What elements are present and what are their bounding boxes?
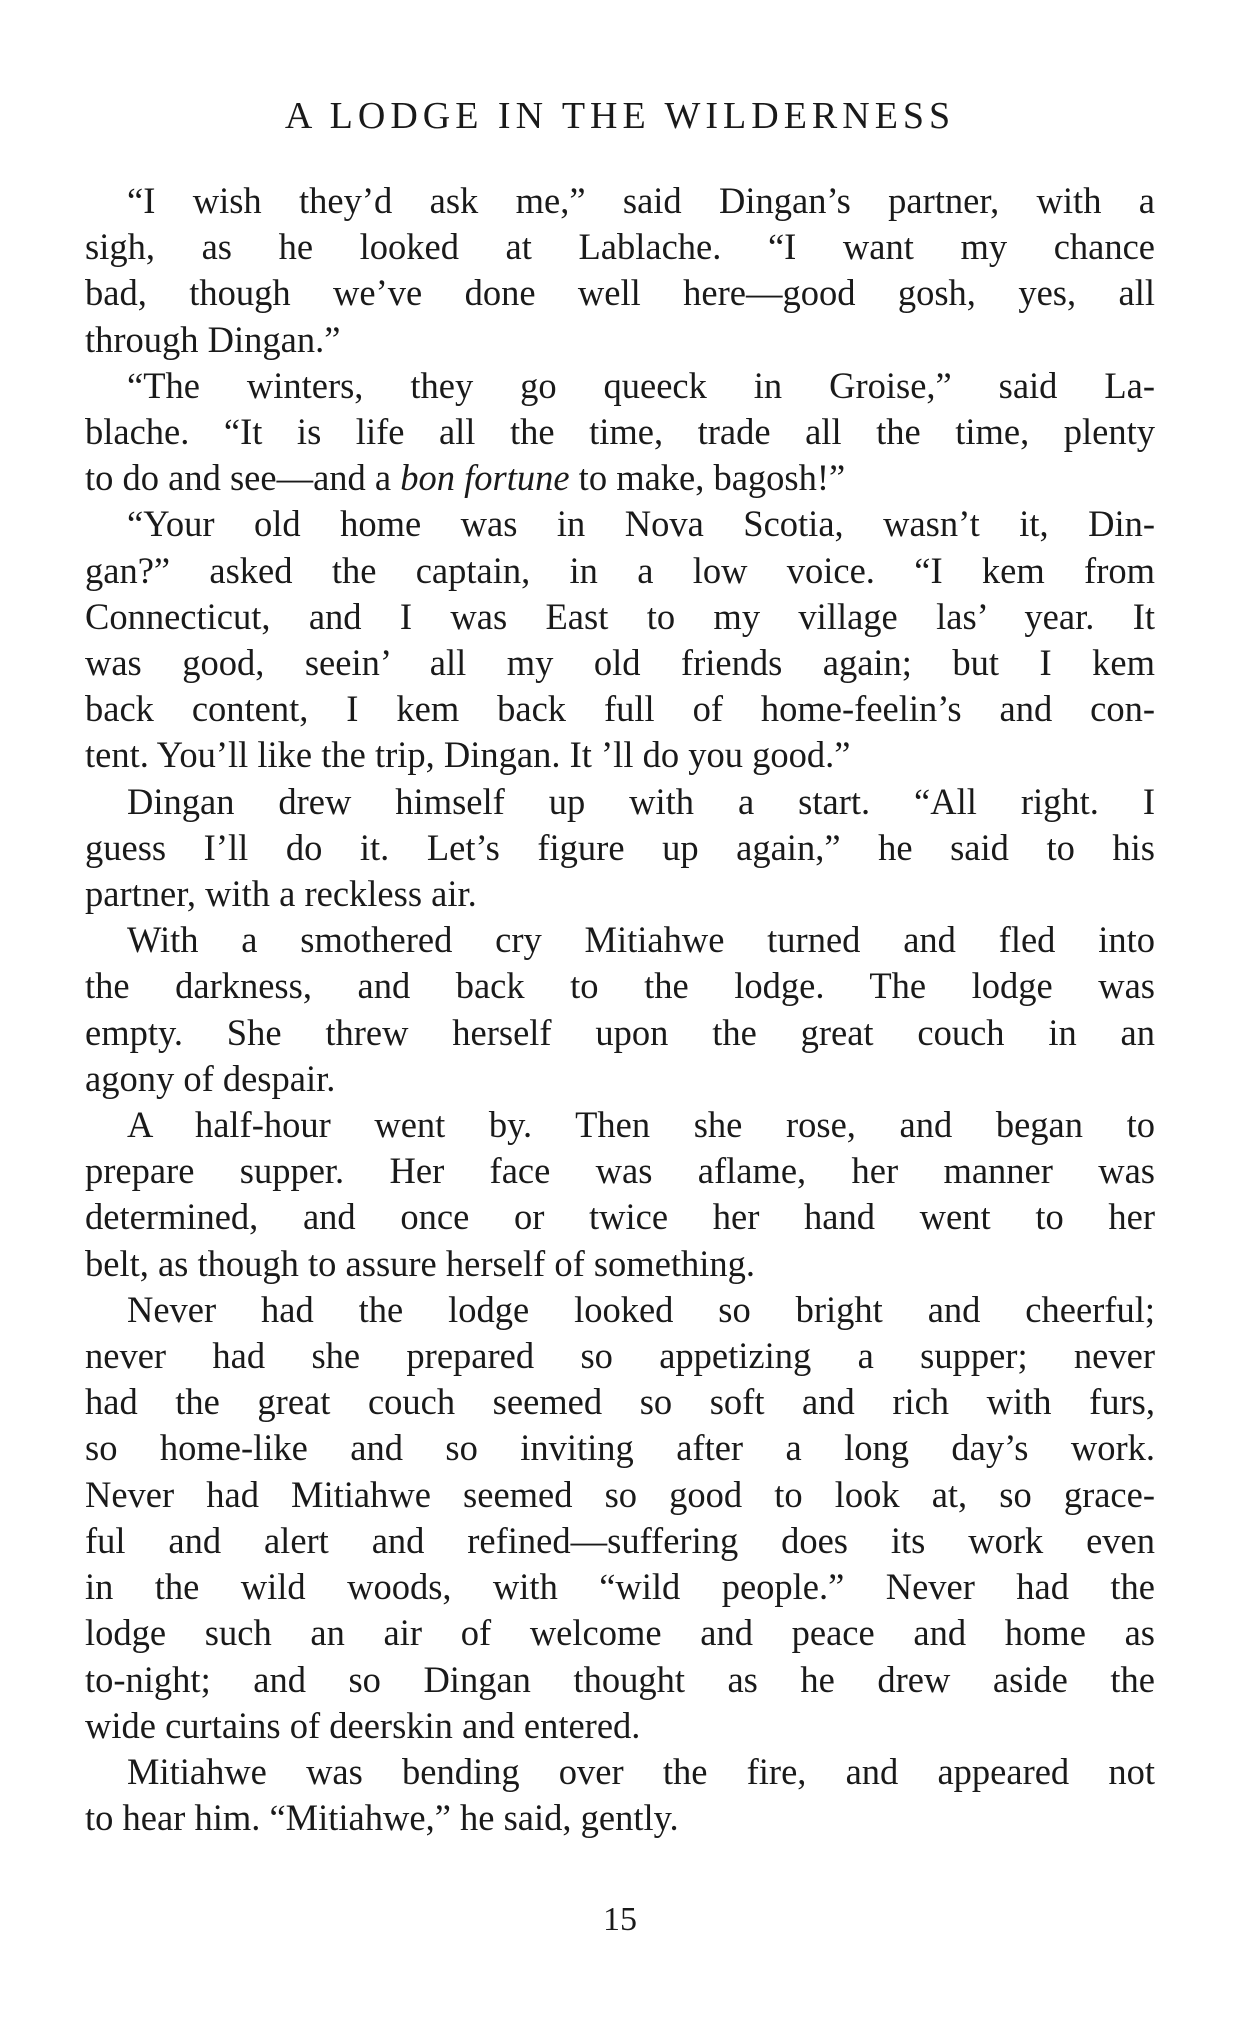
text-line: never had she prepared so appetizing a supper; never: [85, 1335, 1155, 1377]
text-run: to make, bagosh!”: [569, 457, 846, 499]
text-line: agony of despair.: [85, 1057, 336, 1099]
paragraph-6: [85, 1102, 1155, 1287]
text-line: so home-like and so inviting after a long day’s work.: [85, 1427, 1155, 1469]
text-line: bad, though we’ve done well here—good gosh, yes, all: [85, 272, 1155, 314]
paragraph-5: [85, 917, 1155, 1102]
running-head: A LODGE IN THE WILDERNESS: [284, 95, 956, 137]
text-line: to-night; and so Dingan thought as he drew aside the: [85, 1658, 1155, 1700]
body-text: [85, 178, 1155, 1841]
paragraph-1: [85, 178, 1155, 363]
text-line: blache. “It is life all the time, trade all the time, plenty: [85, 411, 1155, 453]
text-line: lodge such an air of welcome and peace and home as: [85, 1612, 1155, 1654]
text-line: through Dingan.”: [85, 318, 341, 360]
text-line: wide curtains of deerskin and entered.: [85, 1704, 641, 1746]
page-number: 15: [603, 1901, 637, 1938]
paragraph-7: [85, 1287, 1155, 1749]
text-line: With a smothered cry Mitiahwe turned and fled into: [127, 919, 1155, 961]
text-line: Mitiahwe was bending over the fire, and appeared not: [127, 1750, 1155, 1792]
text-line: to hear him. “Mitiahwe,” he said, gently.: [85, 1797, 679, 1839]
text-line: was good, seein’ all my old friends again; but I kem: [85, 642, 1155, 684]
paragraph-3: [85, 501, 1155, 778]
text-line: determined, and once or twice her hand went to her: [85, 1196, 1155, 1238]
text-line: Connecticut, and I was East to my village las’ year. It: [85, 595, 1155, 637]
italic-phrase: bon fortune: [400, 457, 570, 499]
text-line: in the wild woods, with “wild people.” Never had the: [85, 1566, 1155, 1608]
text-line: Dingan drew himself up with a start. “All right. I: [127, 780, 1155, 822]
text-line: the darkness, and back to the lodge. The lodge was: [85, 965, 1155, 1007]
text-line: “Your old home was in Nova Scotia, wasn’t it, Din-: [127, 503, 1155, 545]
text-line: prepare supper. Her face was aflame, her manner was: [85, 1150, 1155, 1192]
text-line: A half-hour went by. Then she rose, and began to: [127, 1104, 1155, 1146]
text-line: Never had the lodge looked so bright and cheerful;: [127, 1288, 1155, 1330]
paragraph-8: [85, 1749, 1155, 1841]
text-line: gan?” asked the captain, in a low voice. “I kem from: [85, 549, 1155, 591]
text-run: to do and see—and a: [85, 457, 401, 499]
text-line: partner, with a reckless air.: [85, 873, 477, 915]
text-line: tent. You’ll like the trip, Dingan. It ’ll do you good.”: [85, 734, 851, 776]
text-line: guess I’ll do it. Let’s figure up again,” he said to his: [85, 826, 1155, 868]
text-line: “I wish they’d ask me,” said Dingan’s partner, with a: [127, 180, 1155, 221]
paragraph-2: [85, 363, 1155, 502]
text-line: belt, as though to assure herself of something.: [85, 1242, 756, 1284]
text-line: empty. She threw herself upon the great couch in an: [85, 1011, 1155, 1053]
text-line: sigh, as he looked at Lablache. “I want my chance: [85, 226, 1155, 268]
text-line: had the great couch seemed so soft and rich with furs,: [85, 1381, 1155, 1423]
text-line: back content, I kem back full of home-feelin’s and con-: [85, 688, 1155, 730]
paragraph-4: [85, 779, 1155, 918]
text-line: “The winters, they go queeck in Groise,” said La-: [127, 364, 1155, 406]
text-line: Never had Mitiahwe seemed so good to look at, so grace-: [85, 1473, 1155, 1515]
text-line: ful and alert and refined—suffering does its work even: [85, 1519, 1155, 1561]
text-line: [85, 455, 1155, 501]
